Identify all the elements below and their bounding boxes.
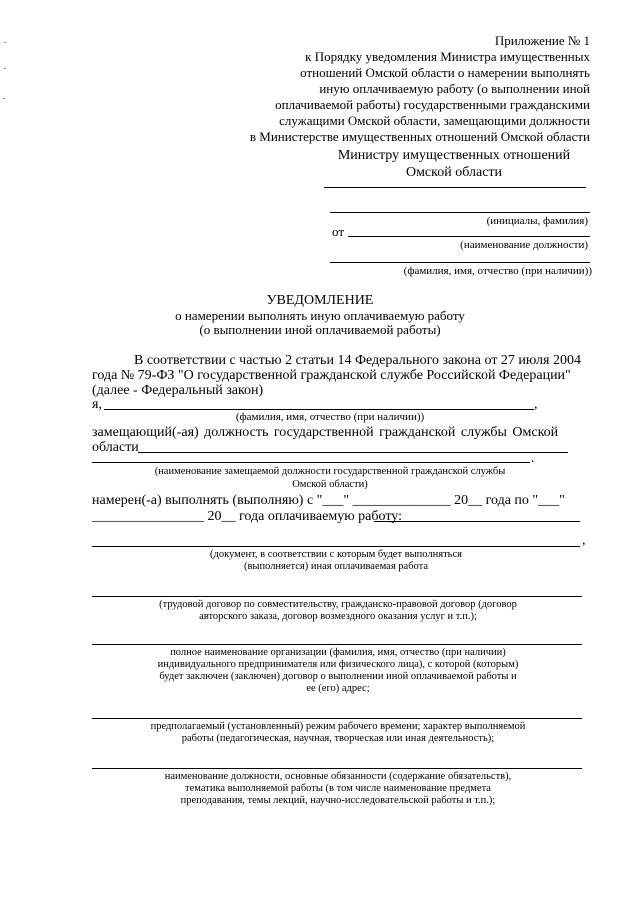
year-line: ________________ 20__ года оплачиваемую работу: <box>92 509 402 524</box>
org-caption4: ее (его) адрес; <box>306 683 370 694</box>
paragraph-line: года № 79-ФЗ "О государственной гражданской службе Российской Федерации" <box>92 368 571 383</box>
appendix-line: служащими Омской области, замещающими должности <box>279 113 590 128</box>
doc-caption1: (документ, в соответствии с которым будет выполняться <box>210 549 462 560</box>
paragraph-line: (далее - Федеральный закон) <box>92 383 264 398</box>
org-caption1: полное наименование организации (фамилия, имя, отчество (при наличии) <box>170 647 506 658</box>
org-caption2: индивидуального предпринимателя или физического лица), с которой (которым) <box>157 659 519 670</box>
position-fill-line-2 <box>92 462 530 463</box>
from-label: от <box>332 224 345 239</box>
replacing-line: замещающий(-ая) должность государственной гражданской службы Омской <box>92 425 559 440</box>
initials-line <box>330 212 590 213</box>
appendix-line: в Министерстве имущественных отношений Омской области <box>249 129 590 144</box>
duties-caption2: тематика выполняемой работы (в том числе наименование предмета <box>185 783 491 794</box>
addressee-line1: Министру имущественных отношений <box>337 148 571 163</box>
notice-title: УВЕДОМЛЕНИЕ <box>266 293 374 308</box>
contract-fill-line <box>92 596 582 597</box>
contract-caption1: (трудовой договор по совместительству, гражданско-правовой договор (договор <box>159 599 517 610</box>
position-fill-caption1: (наименование замещаемой должности государственной гражданской службы <box>154 466 506 477</box>
margin-mark <box>4 68 6 69</box>
margin-mark <box>4 42 6 43</box>
paragraph-line: В соответствии с частью 2 статьи 14 Федерального закона от 27 июля 2004 <box>134 353 581 368</box>
duties-caption3: преподавания, темы лекций, научно-исследовательской работы и т.п.); <box>180 795 496 806</box>
duties-fill-line <box>92 768 582 769</box>
notice-subtitle2: (о выполнении иной оплачиваемой работы) <box>199 322 441 337</box>
fio-fill-caption: (фамилия, имя, отчество (при наличии)) <box>235 411 425 423</box>
contract-caption2: авторского заказа, договор возмездного оказания услуг и т.п.); <box>199 611 477 622</box>
initials-caption: (инициалы, фамилия) <box>486 215 588 227</box>
org-fill-line <box>92 644 582 645</box>
position-line <box>348 236 590 237</box>
comma: , <box>534 397 538 412</box>
duties-caption1: наименование должности, основные обязанности (содержание обязательств), <box>164 771 512 782</box>
regime-fill-line <box>92 718 582 719</box>
position-fill-line <box>138 452 568 453</box>
doc-caption2: (выполняется) иная оплачиваемая работа <box>243 561 429 572</box>
ya-label: я, <box>92 397 102 412</box>
appendix-line: Приложение № 1 <box>494 33 590 48</box>
regime-caption1: предполагаемый (установленный) режим рабочего времени; характер выполняемой <box>150 721 526 732</box>
position-fill-caption2: Омской области) <box>292 479 368 490</box>
intends-line: намерен(-а) выполнять (выполняю) с "___" ______________ 20__ года по "___" <box>92 493 565 508</box>
org-caption3: будет заключен (заключен) договор о выполнении иной оплачиваемой работы и <box>159 671 517 682</box>
addressee-underline <box>324 187 586 188</box>
position-caption: (наименование должности) <box>460 239 588 251</box>
fio-caption: (фамилия, имя, отчество (при наличии)) <box>403 265 592 277</box>
fio-line <box>330 262 590 263</box>
appendix-line: отношений Омской области о намерении выполнять <box>300 65 590 80</box>
regime-caption2: работы (педагогическая, научная, творческая или иная деятельность); <box>181 733 495 744</box>
appendix-header <box>170 33 590 145</box>
appendix-line: к Порядку уведомления Министра имущественных <box>305 49 590 64</box>
appendix-line: иную оплачиваемую работу (о выполнении иной <box>319 81 590 96</box>
comma-2: , <box>582 533 586 548</box>
appendix-line: оплачиваемой работы) государственными гражданскими <box>275 97 590 112</box>
work-fill-line <box>374 521 580 522</box>
oblasti-label: области <box>92 440 139 455</box>
period: . <box>531 451 535 466</box>
notice-subtitle1: о намерении выполнять иную оплачиваемую работу <box>175 308 465 323</box>
addressee-line2: Омской области <box>405 165 503 180</box>
doc-fill-line <box>92 546 580 547</box>
margin-mark <box>3 98 5 99</box>
